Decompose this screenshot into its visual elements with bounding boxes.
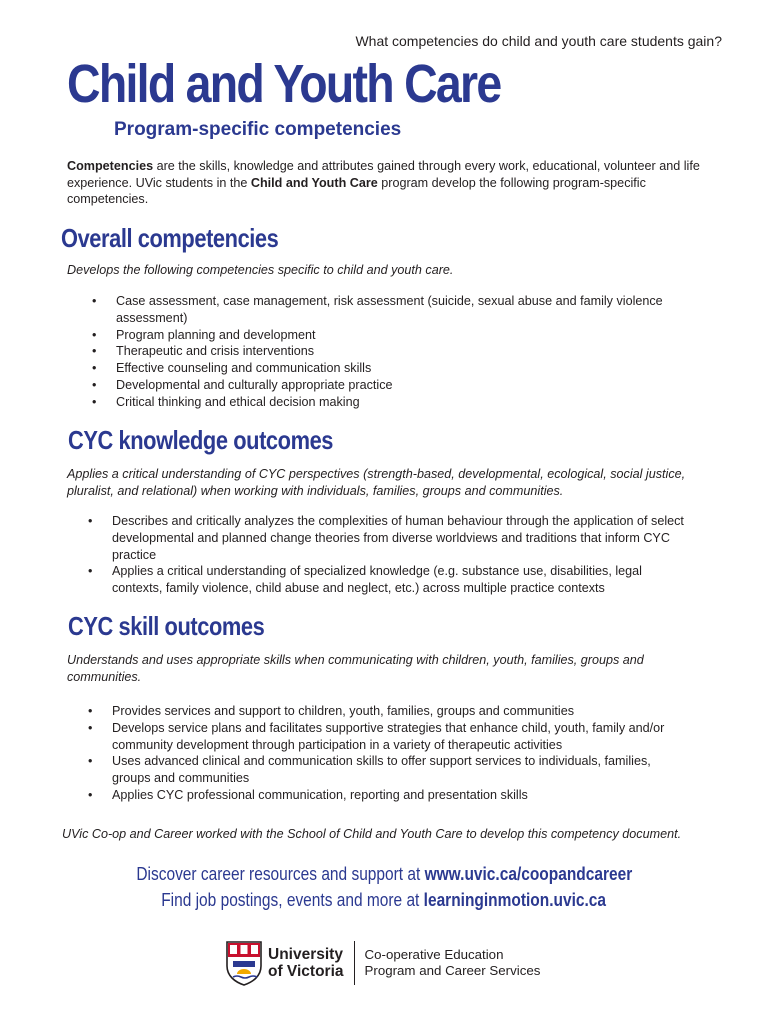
section-description-skill: Understands and uses appropriate skills when communicating with children, youth, families, groups and communities. xyxy=(67,653,644,684)
crest-book xyxy=(233,961,255,967)
university-name xyxy=(268,946,344,980)
department-name-line-1: Co-operative Education xyxy=(364,947,504,962)
top-question: What competencies do child and youth care students gain? xyxy=(355,33,722,49)
crest-lion-1 xyxy=(230,945,237,954)
list-item: • Applies a critical understanding of specialized knowledge (e.g. substance use, disabilities, legal contexts, family violence, child abuse and neglect, etc.) across multiple practice contexts xyxy=(88,563,688,597)
list-item: • Case assessment, case management, risk assessment (suicide, sexual abuse and family violence assessment) xyxy=(92,293,692,327)
university-name-line-1: University xyxy=(268,946,343,963)
university-crest-icon xyxy=(225,940,263,986)
cta-text: Find job postings, events and more at xyxy=(161,890,425,910)
intro-program: Child and Youth Care xyxy=(250,175,378,190)
list-item: • Uses advanced clinical and communication skills to offer support services to individuals, families, groups and communities xyxy=(88,753,688,787)
section-description-overall: Develops the following competencies specific to child and youth care. xyxy=(67,263,454,277)
intro-text-2: program develop the following program-specific competencies. xyxy=(67,175,646,207)
list-item: • Develops service plans and facilitates supportive strategies that enhance child, youth, family and/or community development through participation in a variety of therapeutic activities xyxy=(88,720,688,754)
page-subtitle: Program-specific competencies xyxy=(114,119,402,140)
knowledge-outcomes-list xyxy=(88,513,688,597)
list-item: • Describes and critically analyzes the complexities of human behaviour through the application of select developmental and planned change theories from diverse worldviews and traditions that inform CYC practice xyxy=(88,513,688,563)
section-heading-skill: CYC skill outcomes xyxy=(68,611,265,641)
skill-outcomes-list xyxy=(88,703,688,804)
page-title: Child and Youth Care xyxy=(67,54,501,114)
overall-competencies-list xyxy=(92,293,692,411)
section-heading-overall: Overall competencies xyxy=(61,223,279,253)
coopandcareer-link[interactable]: www.uvic.ca/coopandcareer xyxy=(424,864,632,884)
department-name xyxy=(365,947,541,979)
footer-note: UVic Co-op and Career worked with the School of Child and Youth Care to develop this competency document. xyxy=(62,827,682,841)
list-item: • Developmental and culturally appropriate practice xyxy=(92,377,692,394)
list-item: • Critical thinking and ethical decision making xyxy=(92,394,692,411)
crest-lion-2 xyxy=(241,945,248,954)
learninginmotion-link[interactable]: learninginmotion.uvic.ca xyxy=(424,890,607,910)
section-description-knowledge: Applies a critical understanding of CYC perspectives (strength-based, developmental, ecological, social justice, pluralist, and relational) when working with individuals, families, groups and communities. xyxy=(67,467,686,498)
list-item: • Effective counseling and communication skills xyxy=(92,360,692,377)
section-heading-knowledge: CYC knowledge outcomes xyxy=(68,425,334,455)
list-item: • Therapeutic and crisis interventions xyxy=(92,343,692,360)
list-item: • Program planning and development xyxy=(92,327,692,344)
university-name-line-2: of Victoria xyxy=(268,963,344,980)
job-postings-line xyxy=(0,890,768,911)
cta-text: Discover career resources and support at xyxy=(136,864,425,884)
list-item: • Provides services and support to children, youth, families, groups and communities xyxy=(88,703,688,720)
logo-divider xyxy=(354,941,355,985)
list-item: • Applies CYC professional communication, reporting and presentation skills xyxy=(88,787,688,804)
crest-lion-3 xyxy=(251,945,258,954)
logo-block xyxy=(225,938,540,988)
intro-text-1: are the skills, knowledge and attributes gained through every work, educational, volunteer and life experience. UVic students in the xyxy=(67,159,700,190)
department-name-line-2: Program and Career Services xyxy=(364,963,541,978)
intro-paragraph xyxy=(67,158,707,208)
intro-term: Competencies xyxy=(67,159,154,173)
career-resources-line xyxy=(0,864,768,885)
